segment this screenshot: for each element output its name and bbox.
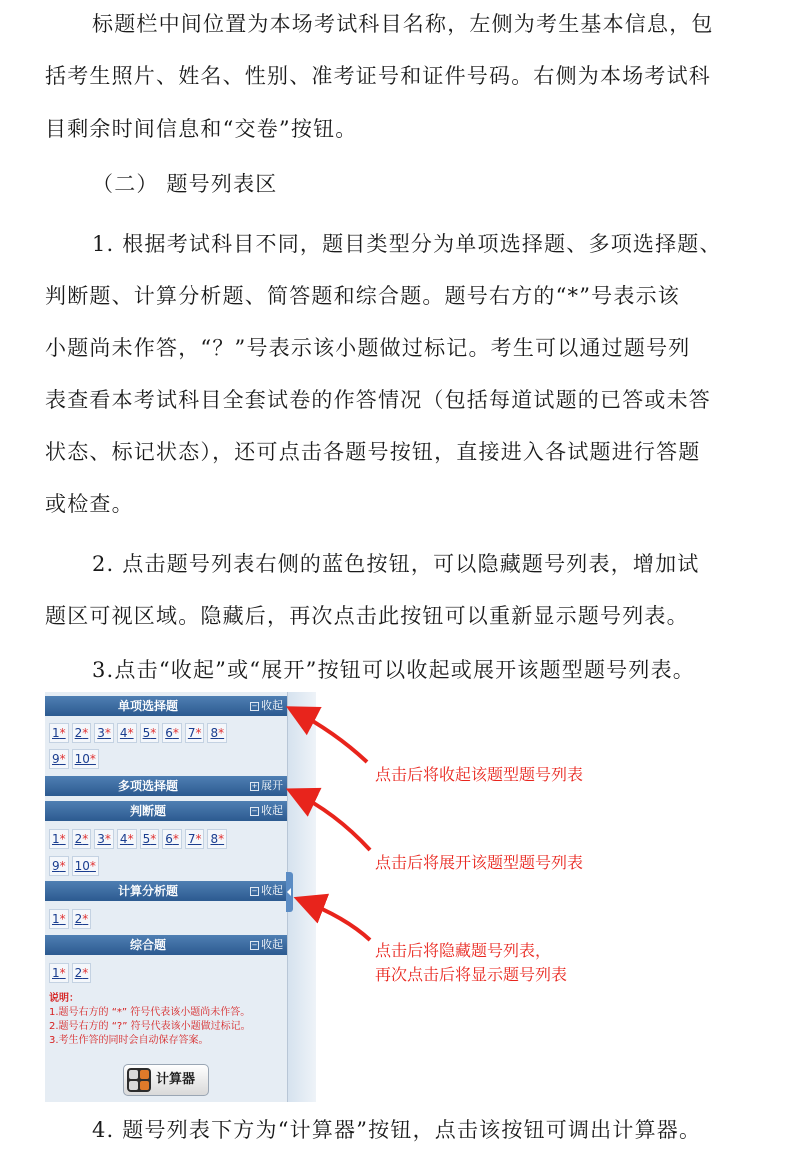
question-number-button[interactable]: 4* (117, 723, 137, 743)
note-line: 1.题号右方的 “*” 符号代表该小题尚未作答。 (49, 1007, 251, 1018)
note-line: 3.考生作答的同时会自动保存答案。 (49, 1035, 209, 1046)
question-number-button[interactable]: 4* (117, 829, 137, 849)
note-line: 2.题号右方的 “?” 符号代表该小题做过标记。 (49, 1021, 251, 1032)
question-number-button[interactable]: 8* (207, 723, 227, 743)
minus-icon: − (251, 806, 258, 815)
section-title: 多项选择题 (117, 779, 178, 793)
expand-toggle[interactable]: + 展开 (251, 779, 283, 792)
para-line: 或检查。 (45, 492, 134, 516)
question-number-button[interactable]: 2* (72, 723, 92, 743)
collapse-toggle[interactable]: − 收起 (251, 884, 283, 897)
plus-icon: + (251, 781, 258, 790)
para-line: 题区可视区域。隐藏后，再次点击此按钮可以重新显示题号列表。 (45, 604, 689, 628)
para-line: 3.点击“收起”或“展开”按钮可以收起或展开该题型题号列表。 (92, 658, 695, 682)
arrow-collapse (293, 710, 367, 762)
para-line: 标题栏中间位置为本场考试科目名称，左侧为考生基本信息，包 (92, 12, 714, 36)
question-number-button[interactable]: 6* (162, 829, 182, 849)
collapse-toggle[interactable]: − 收起 (251, 938, 283, 951)
para-line: 4. 题号列表下方为“计算器”按钮，点击该按钮可调出计算器。 (92, 1118, 702, 1142)
annotation-collapse: 点击后将收起该题型题号列表 (375, 765, 584, 784)
calculator-label: 计算器 (156, 1072, 196, 1087)
para-line: 目剩余时间信息和“交卷”按钮。 (45, 117, 358, 141)
minus-icon: − (251, 940, 258, 949)
section-title: 判断题 (129, 804, 166, 818)
question-number-button[interactable]: 7* (185, 723, 205, 743)
question-number-button[interactable]: 7* (185, 829, 205, 849)
arrow-hide (301, 900, 370, 940)
question-number-button[interactable]: 2* (72, 963, 92, 983)
question-number-button[interactable]: 1* (49, 963, 69, 983)
collapse-toggle[interactable]: − 收起 (251, 804, 283, 817)
question-number-button[interactable]: 10* (72, 749, 99, 769)
question-number-button[interactable]: 9* (49, 749, 69, 769)
arrow-expand (293, 792, 370, 850)
question-number-button[interactable]: 5* (140, 829, 160, 849)
question-number-button[interactable]: 5* (140, 723, 160, 743)
notes-title: 说明： (49, 993, 79, 1004)
question-number-button[interactable]: 6* (162, 723, 182, 743)
question-number-button[interactable]: 3* (94, 829, 114, 849)
para-line: 小题尚未作答，“？”号表示该小题做过标记。考生可以通过题号列 (45, 336, 691, 360)
question-number-button[interactable]: 1* (49, 723, 69, 743)
collapse-toggle[interactable]: − 收起 (251, 699, 283, 712)
para-line: 状态、标记状态），还可点击各题号按钮，直接进入各试题进行答题 (45, 440, 701, 464)
section-title: 综合题 (129, 938, 166, 952)
section-title: 计算分析题 (117, 884, 178, 898)
section-title: 单项选择题 (117, 699, 178, 713)
question-number-button[interactable]: 9* (49, 856, 69, 876)
question-number-button[interactable]: 10* (72, 856, 99, 876)
annotation-hide: 点击后将隐藏题号列表， (375, 941, 552, 960)
section-heading: （二） 题号列表区 (92, 172, 278, 196)
annotation-show: 再次点击后将显示题号列表 (375, 965, 568, 984)
question-number-button[interactable]: 1* (49, 829, 69, 849)
arrows-layer (45, 692, 760, 1102)
question-list-screenshot (45, 692, 760, 1102)
para-line: 表查看本考试科目全套试卷的作答情况（包括每道试题的已答或未答 (45, 388, 711, 412)
para-line: 括考生照片、姓名、性别、准考证号和证件号码。右侧为本场考试科 (45, 64, 711, 88)
para-line: 1. 根据考试科目不同，题目类型分为单项选择题、多项选择题、 (92, 232, 722, 256)
question-number-button[interactable]: 2* (72, 909, 92, 929)
question-number-button[interactable]: 8* (207, 829, 227, 849)
minus-icon: − (251, 701, 258, 710)
question-number-button[interactable]: 3* (94, 723, 114, 743)
minus-icon: − (251, 886, 258, 895)
para-line: 2. 点击题号列表右侧的蓝色按钮，可以隐藏题号列表，增加试 (92, 552, 700, 576)
annotation-expand: 点击后将展开该题型题号列表 (375, 853, 584, 872)
para-line: 判断题、计算分析题、简答题和综合题。题号右方的“*”号表示该 (45, 284, 680, 308)
question-number-button[interactable]: 1* (49, 909, 69, 929)
question-number-button[interactable]: 2* (72, 829, 92, 849)
